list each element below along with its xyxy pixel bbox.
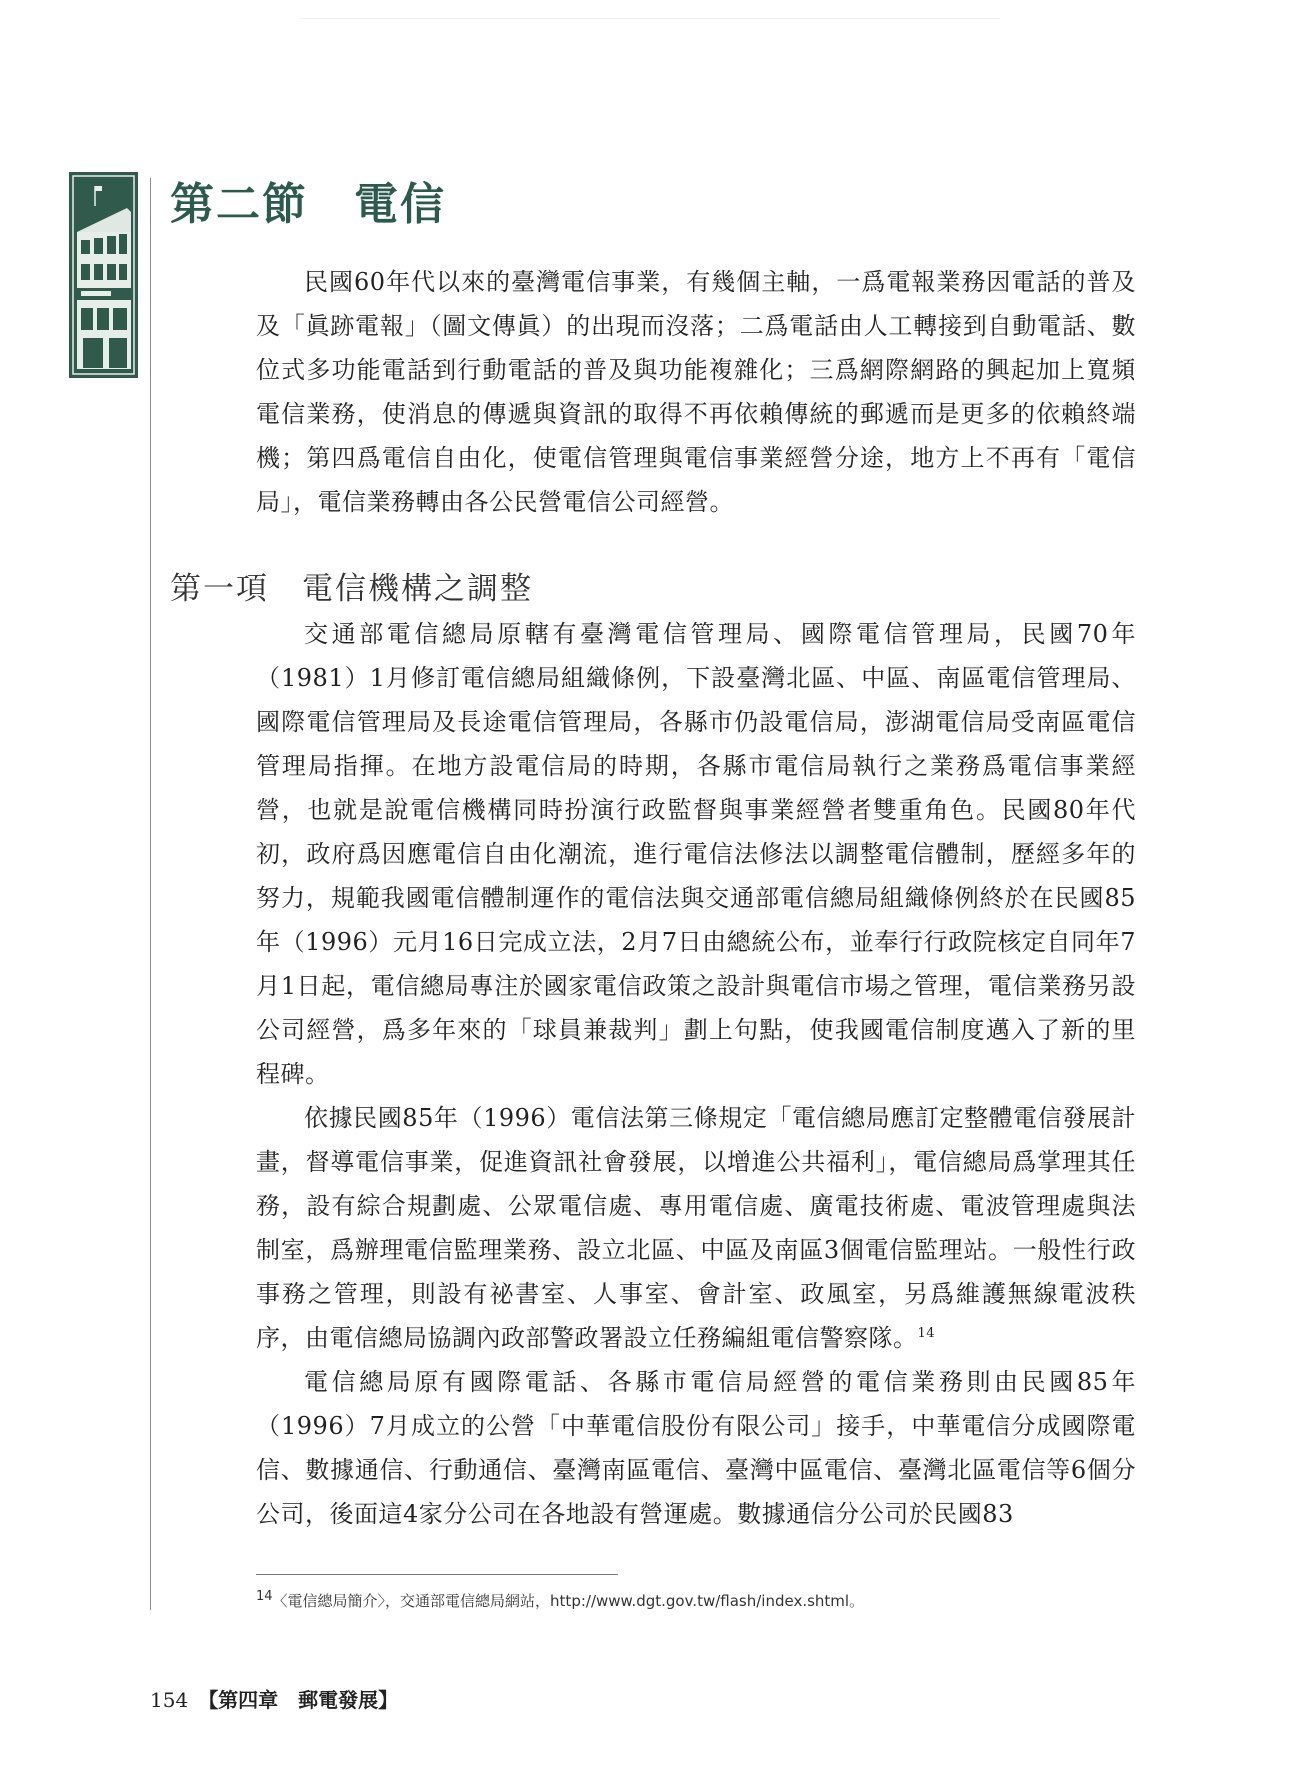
- page-number: 154: [150, 1688, 189, 1712]
- body-paragraph-2-text: 依據民國85年（1996）電信法第三條規定「電信總局應訂定整體電信發展計畫，督導電信事業，促進資訊社會發展，以增進公共福利」，電信總局爲掌理其任務，設有綜合規劃處、公眾電信處、專用電信處、廣電技術處、電波管理處與法制室，爲辦理電信監理業務、設立北區、中區及南區3個電信監理站。一般性行政事務之管理，則設有祕書室、人事室、會計室、政風室，另爲維護無線電波秩序，由電信總局協調內政部警政署設立任務編組電信警察隊。: [256, 1104, 1136, 1352]
- intro-text-block: [256, 260, 1136, 524]
- section-title: 第二節 電信: [170, 179, 446, 230]
- subsection-text-block: [256, 612, 1136, 1536]
- footnote-text: 〈電信總局簡介〉，交通部電信總局網站，http://www.dgt.gov.tw/flash/index.shtml。: [272, 1592, 865, 1610]
- body-paragraph-1: 交通部電信總局原轄有臺灣電信管理局、國際電信管理局，民國70年（1981）1月修訂電信總局組織條例，下設臺灣北區、中區、南區電信管理局、國際電信管理局及長途電信管理局，各縣市仍設電信局，澎湖電信局受南區電信管理局指揮。在地方設電信局的時期，各縣市電信局執行之業務爲電信事業經營，也就是說電信機構同時扮演行政監督與事業經營者雙重角色。民國80年代初，政府爲因應電信自由化潮流，進行電信法修法以調整電信體制，歷經多年的努力，規範我國電信體制運作的電信法與交通部電信總局組織條例終於在民國85年（1996）元月16日完成立法，2月7日由總統公布，並奉行行政院核定自同年7月1日起，電信總局專注於國家電信政策之設計與電信市場之管理，電信業務另設公司經營，爲多年來的「球員兼裁判」劃上句點，使我國電信制度邁入了新的里程碑。: [256, 620, 1136, 1088]
- footnote: [256, 1590, 1136, 1612]
- body-paragraph-3: 電信總局原有國際電話、各縣市電信局經營的電信業務則由民國85年（1996）7月成立的公營「中華電信股份有限公司」接手，中華電信分成國際電信、數據通信、行動通信、臺灣南區電信、臺灣中區電信、臺灣北區電信等6個分公司，後面這4家分公司在各地設有營運處。數據通信分公司於民國83: [256, 1368, 1136, 1528]
- building-emblem-image: [69, 172, 138, 378]
- page-footer: [150, 1684, 398, 1713]
- margin-rule: [150, 178, 151, 1610]
- building-illustration: [69, 172, 138, 378]
- intro-paragraph: 民國60年代以來的臺灣電信事業，有幾個主軸，一爲電報業務因電話的普及及「眞跡電報」（圖文傳眞）的出現而沒落；二爲電話由人工轉接到自動電話、數位式多功能電話到行動電話的普及與功能複雜化；三爲網際網路的興起加上寬頻電信業務，使消息的傳遞與資訊的取得不再依賴傳統的郵遞而是更多的依賴終端機；第四爲電信自由化，使電信管理與電信事業經營分途，地方上不再有「電信局」，電信業務轉由各公民營電信公司經營。: [256, 268, 1136, 516]
- body-paragraph-2: [256, 1096, 1136, 1360]
- top-rule: [300, 18, 1000, 19]
- footnote-reference[interactable]: 14: [917, 1326, 936, 1341]
- subsection-title: 第一項 電信機構之調整: [170, 571, 533, 607]
- chapter-label: 【第四章 郵電發展】: [198, 1688, 399, 1712]
- footnote-divider: [256, 1574, 618, 1575]
- footnote-number: 14: [256, 1589, 273, 1604]
